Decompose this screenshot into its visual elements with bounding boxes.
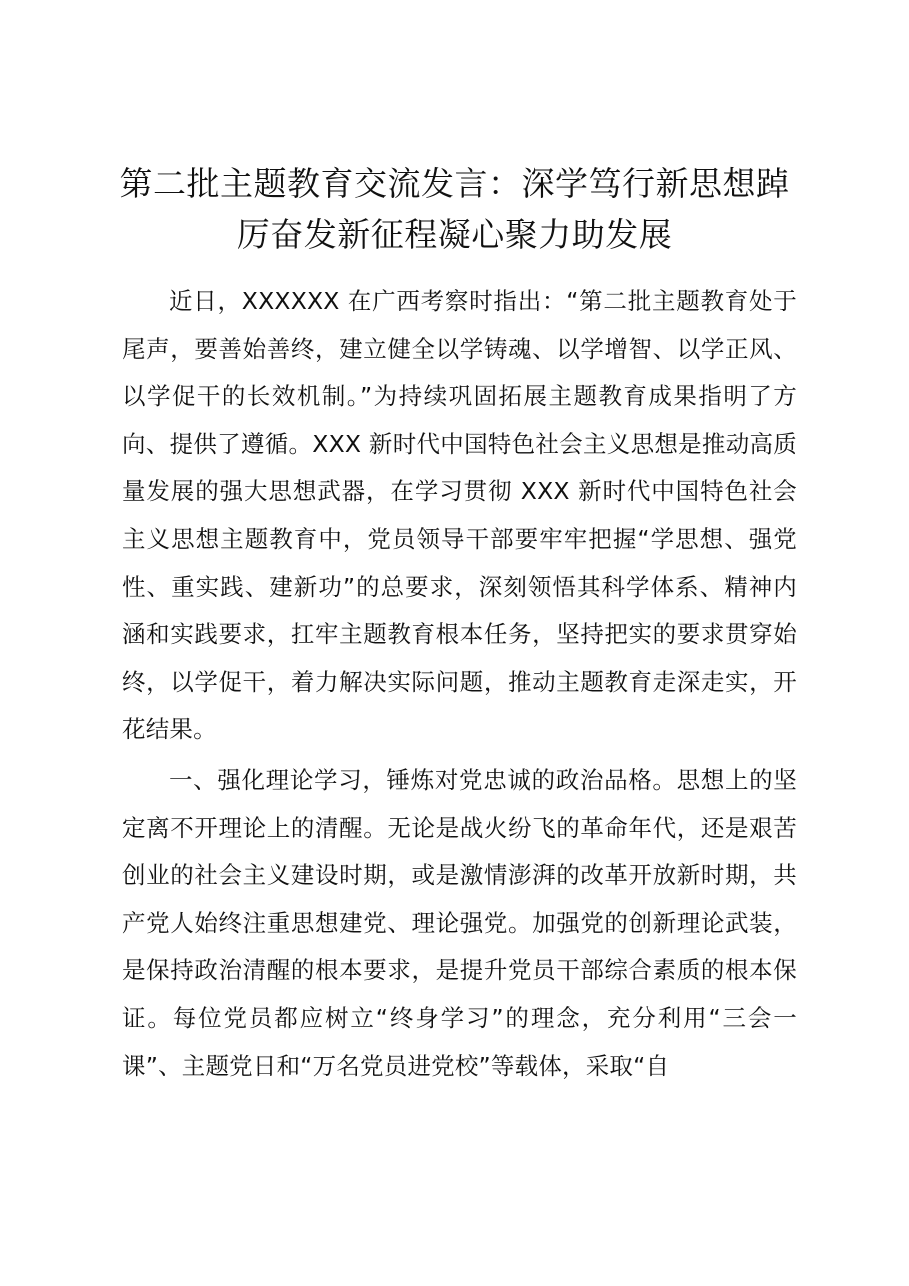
- title-line-1: 第二批主题教育交流发言：深学笃行新思想踔: [119, 164, 790, 203]
- title-line-2: 厉奋发新征程凝心聚力助发展: [236, 215, 673, 254]
- paragraph-intro: 近日，XXXXXX 在广西考察时指出：“第二批主题教育处于尾声，要善始善终，建立健全以学铸魂、以学增智、以学正风、以学促干的长效机制。”为持续巩固拓展主题教育成果指明了方向、提供了遵循。XXX 新时代中国特色社会主义思想是推动高质量发展的强大思想武器，在学习贯彻 XXX 新时代中国特色社会主义思想主题教育中，党员领导干部要牢牢把握“学思想、强党性、重实践、建新功”的总要求，深刻领悟其科学体系、精神内涵和实践要求，扛牢主题教育根本任务，坚持把实的要求贯穿始终，以学促干，着力解决实际问题，推动主题教育走深走实，开花结果。: [122, 287, 797, 744]
- paragraph-section-1: 一、强化理论学习，锤炼对党忠诚的政治品格。思想上的坚定离不开理论上的清醒。无论是战火纷飞的革命年代，还是艰苦创业的社会主义建设时期，或是激情澎湃的改革开放新时期，共产党人始终注重思想建党、理论强党。加强党的创新理论武装，是保持政治清醒的根本要求，是提升党员干部综合素质的根本保证。每位党员都应树立“终身学习”的理念，充分利用“三会一课”、主题党日和“万名党员进党校”等载体，采取“自: [122, 766, 797, 1080]
- document-title: [100, 158, 809, 260]
